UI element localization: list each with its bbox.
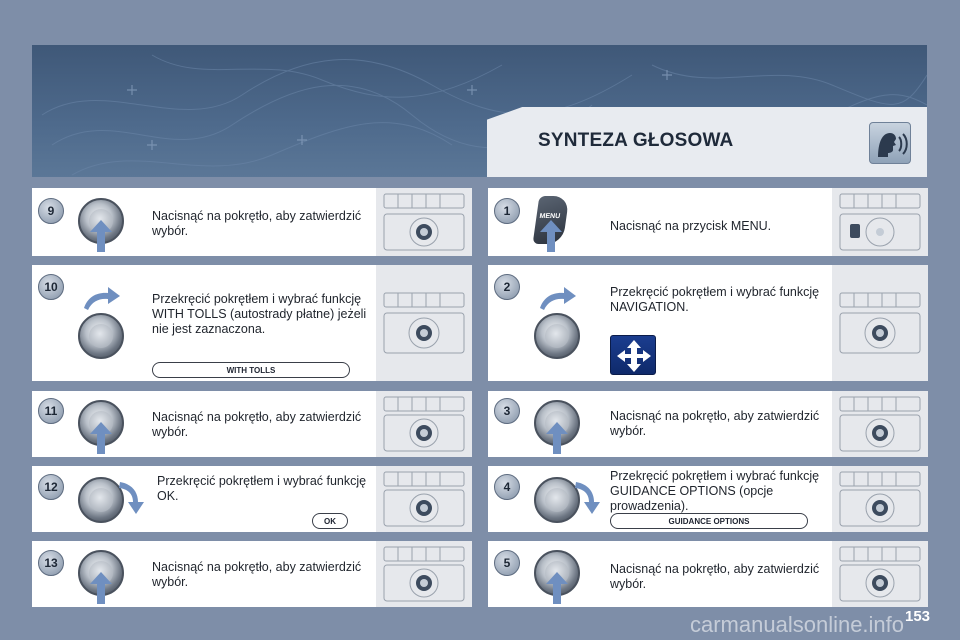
menu-button-label: MENU xyxy=(539,213,561,220)
voice-synthesis-icon xyxy=(869,122,911,164)
step-text: Przekręcić pokrętłem i wybrać funkcję NAVIGATION. xyxy=(610,285,820,314)
function-label-pill: GUIDANCE OPTIONS xyxy=(610,513,808,529)
step-number-badge: 12 xyxy=(38,474,64,500)
rotate-arrow-icon xyxy=(538,286,578,310)
navigation-icon xyxy=(610,335,656,375)
step-text: Przekręcić pokrętłem i wybrać funkcję GUIDANCE OPTIONS (opcje prowadzenia). xyxy=(610,469,820,513)
control-panel-icon xyxy=(832,265,928,381)
rotate-arrow-icon xyxy=(574,480,602,514)
push-arrow-icon xyxy=(90,422,112,454)
watermark: carmanualsonline.info xyxy=(690,612,905,637)
step-text: Nacisnąć na pokrętło, aby zatwierdzić wybór. xyxy=(152,410,362,439)
step-number-badge: 4 xyxy=(494,474,520,500)
step-number-badge: 11 xyxy=(38,398,64,424)
step-text: Nacisnąć na pokrętło, aby zatwierdzić wybór. xyxy=(152,209,362,238)
step-number-badge: 2 xyxy=(494,274,520,300)
push-arrow-icon xyxy=(546,572,568,604)
control-panel-icon xyxy=(832,391,928,457)
step-text: Przekręcić pokrętłem i wybrać funkcję OK. xyxy=(157,474,367,503)
step-number-badge: 1 xyxy=(494,198,520,224)
control-panel-icon xyxy=(376,466,472,532)
control-panel-icon xyxy=(832,188,928,256)
control-panel-icon xyxy=(376,541,472,607)
ok-label-pill: OK xyxy=(312,513,348,529)
push-arrow-icon xyxy=(540,220,562,252)
step-text: Nacisnąć na pokrętło, aby zatwierdzić wybór. xyxy=(610,562,820,591)
step-text: Przekręcić pokrętłem i wybrać funkcję WITH TOLLS (autostrady płatne) jeżeli nie jest zaznaczona. xyxy=(152,292,367,336)
control-panel-icon xyxy=(376,391,472,457)
control-panel-icon xyxy=(376,265,472,381)
step-text: Nacisnąć na pokrętło, aby zatwierdzić wybór. xyxy=(152,560,362,589)
step-text: Nacisnąć na pokrętło, aby zatwierdzić wybór. xyxy=(610,409,820,438)
step-number-badge: 10 xyxy=(38,274,64,300)
step-text: Nacisnąć na przycisk MENU. xyxy=(610,219,772,233)
page-number: 153 xyxy=(905,608,931,625)
rotate-arrow-icon xyxy=(118,480,146,514)
control-panel-icon xyxy=(832,466,928,532)
rotary-knob-icon xyxy=(534,313,580,359)
push-arrow-icon xyxy=(90,220,112,252)
function-label-pill: WITH TOLLS xyxy=(152,362,350,378)
push-arrow-icon xyxy=(546,422,568,454)
step-number-badge: 5 xyxy=(494,550,520,576)
rotary-knob-icon xyxy=(78,313,124,359)
page-title: SYNTEZA GŁOSOWA xyxy=(538,130,734,151)
step-number-badge: 3 xyxy=(494,398,520,424)
control-panel-icon xyxy=(832,541,928,607)
rotate-arrow-icon xyxy=(82,286,122,310)
step-number-badge: 9 xyxy=(38,198,64,224)
step-number-badge: 13 xyxy=(38,550,64,576)
push-arrow-icon xyxy=(90,572,112,604)
control-panel-icon xyxy=(376,188,472,256)
